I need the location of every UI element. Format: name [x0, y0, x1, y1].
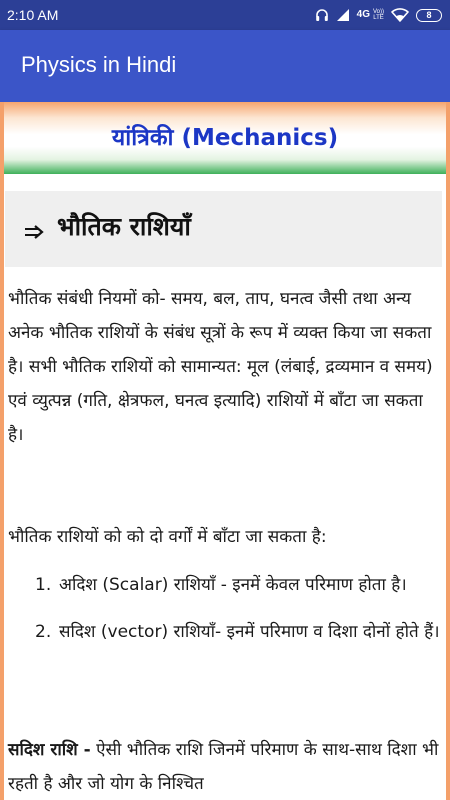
headphones-icon — [315, 8, 329, 22]
paragraph-classification: भौतिक राशियों को को दो वर्गों में बाँटा जा सकता है: — [8, 527, 327, 547]
paragraph-vector-definition — [8, 733, 440, 800]
battery-level: 8 — [426, 9, 432, 20]
wifi-icon — [391, 8, 409, 22]
list-item-number: 1. — [35, 575, 52, 595]
network-type: 4G — [356, 9, 370, 20]
list-item — [8, 615, 440, 649]
list-item — [8, 568, 440, 602]
section-heading: भौतिक राशियाँ — [57, 212, 191, 241]
list-item-number: 2. — [35, 622, 52, 642]
battery-icon — [416, 9, 442, 22]
list-item-text: अदिश (Scalar) राशियाँ - इनमें केवल परिमाण होता है। — [59, 575, 407, 595]
section-header — [5, 191, 442, 267]
status-time: 2:10 AM — [7, 7, 59, 23]
chapter-title: यांत्रिकी (Mechanics) — [111, 125, 339, 151]
status-icons — [315, 6, 442, 24]
quantity-type-list — [8, 568, 440, 662]
chapter-banner — [4, 102, 446, 174]
double-arrow-icon — [24, 224, 44, 243]
content-scroll-area[interactable] — [0, 102, 450, 800]
app-bar — [0, 30, 450, 102]
list-item-text: सदिश (vector) राशियाँ- इनमें परिमाण व दिशा दोनों होते हैं। — [59, 622, 440, 642]
app-title: Physics in Hindi — [21, 52, 177, 77]
volte-indicator: Vo)) LTE — [372, 9, 384, 21]
definition-term: सदिश राशि - — [8, 740, 91, 760]
definition-text: ऐसी भौतिक राशि जिनमें परिमाण के साथ-साथ दिशा भी रहती है और जो योग के निश्चित — [8, 740, 439, 794]
status-bar — [0, 0, 450, 30]
signal-icon — [336, 8, 350, 22]
paragraph-intro: भौतिक संबंधी नियमों को- समय, बल, ताप, घनत्व जैसी तथा अन्य अनेक भौतिक राशियों के संबंध सूत्रों के रूप में व्यक्त किया जा सकता है। सभी भौतिक राशियों को सामान्यत: मूल (लंबाई, द्रव्यमान व समय) एवं व्युत्पन्न (गति, क्षेत्रफल, घनत्व इत्यादि) राशियों में बाँटा जा सकता है। — [8, 289, 433, 445]
